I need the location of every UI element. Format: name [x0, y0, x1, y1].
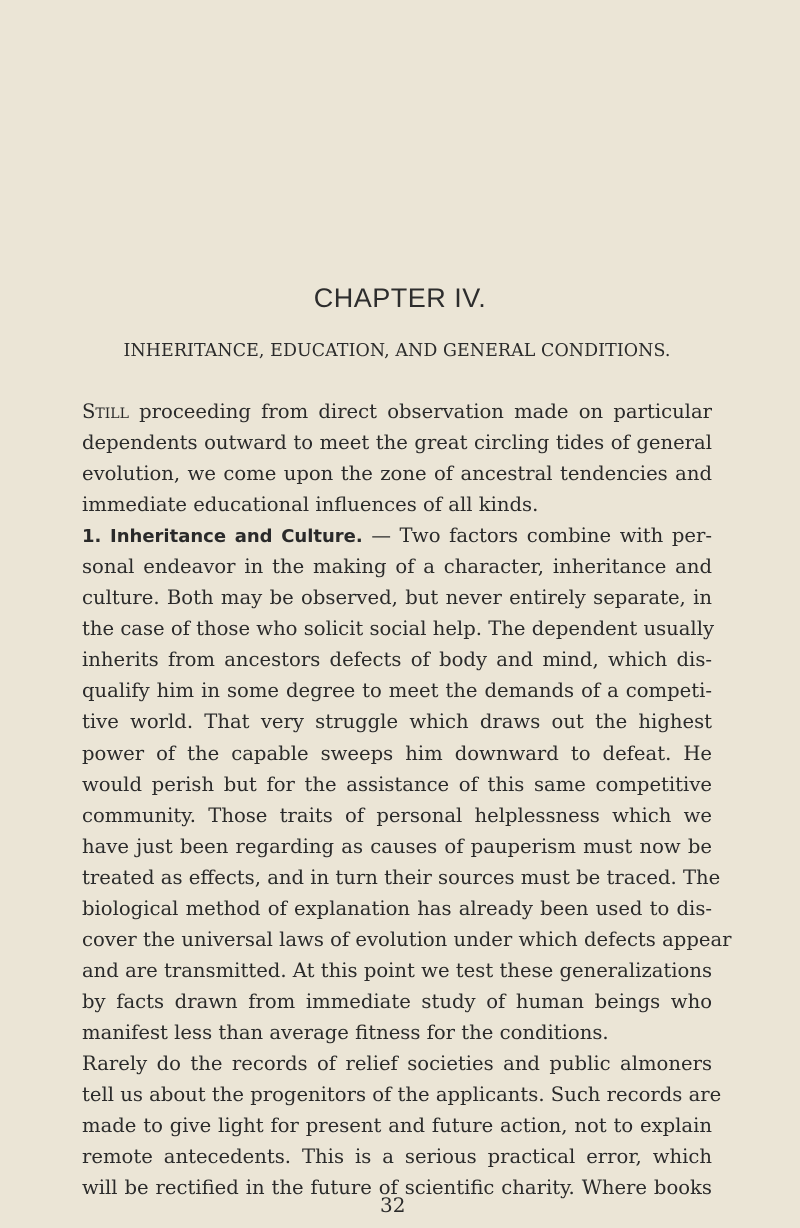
- paragraph-3-line: remote antecedents. This is a serious practical error, which: [82, 1145, 712, 1169]
- paragraph-2-line: inherits from ancestors defects of body and mind, which dis-: [82, 648, 712, 672]
- paragraph-3-line: made to give light for present and future action, not to explain: [82, 1114, 712, 1138]
- paragraph-2-line: culture. Both may be observed, but never entirely separate, in: [82, 586, 712, 610]
- paragraph-1-line: [82, 396, 712, 427]
- paragraph-2-line: tive world. That very struggle which draws out the highest: [82, 710, 712, 734]
- paragraph-2-line: would perish but for the assistance of this same competitive: [82, 772, 712, 796]
- paragraph-3-line: Rarely do the records of relief societies and public almoners: [82, 1051, 712, 1075]
- body-text: [82, 396, 732, 1203]
- paragraph-text: — Two factors combine with per-: [362, 524, 712, 548]
- paragraph-2-line: sonal endeavor in the making of a character, inheritance and: [82, 555, 712, 579]
- paragraph-2-line: power of the capable sweeps him downward to defeat. He: [82, 741, 712, 765]
- paragraph-2-line: treated as effects, and in turn their sources must be traced. The: [82, 865, 721, 889]
- paragraph-2-line: by facts drawn from immediate study of human beings who: [82, 989, 712, 1013]
- section-heading: 1. Inheritance and Culture.: [82, 526, 363, 548]
- paragraph-3-line: tell us about the progenitors of the applicants. Such records are: [82, 1083, 722, 1107]
- paragraph-2-line: cover the universal laws of evolution under which defects appear: [82, 927, 732, 951]
- chapter-subtitle: INHERITANCE, EDUCATION, AND GENERAL CONDITIONS.: [123, 341, 671, 361]
- paragraph-2-line: have just been regarding as causes of pauperism must now be: [82, 834, 712, 858]
- chapter-title: CHAPTER IV.: [313, 283, 487, 313]
- paragraph-1-line: dependents outward to meet the great circling tides of general: [82, 431, 712, 455]
- paragraph-1-line: immediate educational influences of all kinds.: [82, 493, 539, 517]
- paragraph-2-line: the case of those who solicit social help. The dependent usually: [82, 617, 715, 641]
- paragraph-text: proceeding from direct observation made on particular: [128, 400, 712, 423]
- paragraph-2-line: [82, 520, 712, 551]
- paragraph-2-line: qualify him in some degree to meet the demands of a competi-: [82, 679, 712, 703]
- paragraph-2-line: and are transmitted. At this point we test these generalizations: [82, 958, 712, 982]
- paragraph-3-line: will be rectified in the future of scientific charity. Where books: [82, 1176, 712, 1200]
- paragraph-2-line: biological method of explanation has already been used to dis-: [82, 896, 712, 920]
- paragraph-2-line: community. Those traits of personal helplessness which we: [82, 803, 712, 827]
- page-number: 32: [380, 1193, 406, 1217]
- paragraph-1-line: evolution, we come upon the zone of ancestral tendencies and: [82, 462, 712, 486]
- paragraph-lead-word: Still: [82, 400, 129, 423]
- paragraph-2-line: manifest less than average fitness for the conditions.: [82, 1020, 609, 1044]
